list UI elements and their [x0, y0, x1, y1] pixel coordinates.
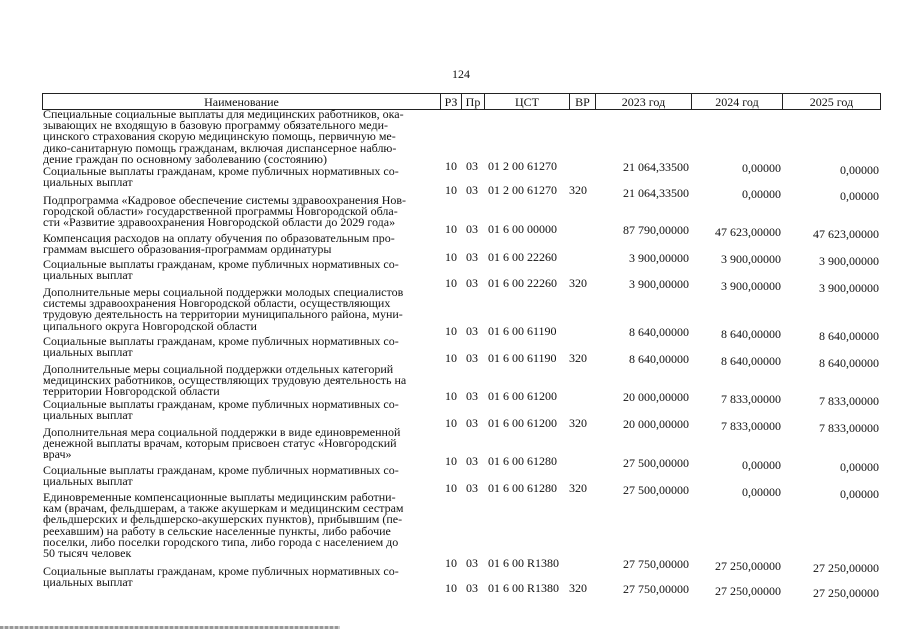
- row-2024: 3 900,00000: [721, 279, 781, 293]
- row-2025: 0,00000: [840, 487, 879, 501]
- row-vr: 320: [569, 351, 587, 365]
- row-2023: 8 640,00000: [629, 325, 689, 339]
- row-2024: 27 250,00000: [715, 584, 781, 598]
- header-cst: ЦСТ: [484, 93, 570, 110]
- header-2025: 2025 год: [782, 93, 881, 110]
- row-cst: 01 6 00 61280: [488, 481, 557, 495]
- row-2023: 8 640,00000: [629, 352, 689, 366]
- row-2023: 3 900,00000: [629, 251, 689, 265]
- row-rz: 10: [445, 159, 457, 173]
- row-2025: 0,00000: [840, 189, 879, 203]
- row-rz: 10: [445, 250, 457, 264]
- row-rz: 10: [445, 324, 457, 338]
- row-pr: 03: [466, 276, 478, 290]
- row-2023: 21 064,33500: [623, 186, 689, 200]
- row-cst: 01 6 00 61280: [488, 454, 557, 468]
- row-2023: 27 750,00000: [623, 582, 689, 596]
- row-cst: 01 6 00 00000: [488, 222, 557, 236]
- row-2023: 27 500,00000: [623, 483, 689, 497]
- row-cst: 01 6 00 R1380: [488, 581, 560, 595]
- row-rz: 10: [445, 183, 457, 197]
- row-pr: 03: [466, 581, 478, 595]
- row-rz: 10: [445, 556, 457, 570]
- row-2025: 27 250,00000: [813, 586, 879, 600]
- row-2025: 0,00000: [840, 163, 879, 177]
- row-name: Социальные выплаты гражданам, кроме публичных нормативных со- циальных выплат: [43, 164, 399, 190]
- row-2024: 8 640,00000: [721, 327, 781, 341]
- row-2024: 27 250,00000: [715, 559, 781, 573]
- row-2023: 20 000,00000: [623, 390, 689, 404]
- row-rz: 10: [445, 581, 457, 595]
- row-2024: 0,00000: [742, 458, 781, 472]
- row-name: Дополнительная мера социальной поддержки в виде единовременной денежной выплаты врачам, которым присвоен статус «Новгородский врач»: [43, 425, 401, 462]
- row-pr: 03: [466, 324, 478, 338]
- row-pr: 03: [466, 454, 478, 468]
- row-rz: 10: [445, 454, 457, 468]
- row-2024: 0,00000: [742, 187, 781, 201]
- header-pr: Пр: [461, 93, 485, 110]
- row-2024: 3 900,00000: [721, 252, 781, 266]
- row-2023: 87 790,00000: [623, 223, 689, 237]
- row-name: Специальные социальные выплаты для медицинских работников, ока- зывающих не входящую в базовую программу обязательного меди- цинского страхования скорую медицинскую помощь, первичную ме- дико-санитарную помощь гражданам, включая диспансерное наблю- дение граждан по основному заболеванию (состоянию): [43, 107, 404, 166]
- row-2023: 27 500,00000: [623, 456, 689, 470]
- row-name: Компенсация расходов на оплату обучения по образовательным про- граммам высшего образования-программам ординатуры: [43, 231, 395, 257]
- header-rz: РЗ: [440, 93, 462, 110]
- row-rz: 10: [445, 481, 457, 495]
- row-2023: 20 000,00000: [623, 417, 689, 431]
- row-pr: 03: [466, 481, 478, 495]
- row-pr: 03: [466, 556, 478, 570]
- row-name: Дополнительные меры социальной поддержки отдельных категорий медицинских работников, осуществляющих трудовую деятельность на территории Новгородской области: [43, 362, 407, 399]
- header-name: Наименование: [42, 93, 441, 110]
- row-pr: 03: [466, 416, 478, 430]
- row-rz: 10: [445, 416, 457, 430]
- row-2024: 7 833,00000: [721, 419, 781, 433]
- row-2023: 27 750,00000: [623, 557, 689, 571]
- header-vr: ВР: [569, 93, 596, 110]
- row-pr: 03: [466, 351, 478, 365]
- row-name: Социальные выплаты гражданам, кроме публичных нормативных со- циальных выплат: [43, 257, 399, 283]
- row-pr: 03: [466, 389, 478, 403]
- row-name: Социальные выплаты гражданам, кроме публичных нормативных со- циальных выплат: [43, 564, 399, 590]
- row-pr: 03: [466, 222, 478, 236]
- row-2025: 3 900,00000: [819, 254, 879, 268]
- row-rz: 10: [445, 276, 457, 290]
- row-cst: 01 6 00 22260: [488, 276, 557, 290]
- row-vr: 320: [569, 416, 587, 430]
- row-pr: 03: [466, 159, 478, 173]
- row-2025: 7 833,00000: [819, 421, 879, 435]
- row-vr: 320: [569, 481, 587, 495]
- header-2023: 2023 год: [595, 93, 692, 110]
- row-2024: 0,00000: [742, 161, 781, 175]
- row-2025: 47 623,00000: [813, 227, 879, 241]
- row-vr: 320: [569, 581, 587, 595]
- row-2025: 0,00000: [840, 460, 879, 474]
- row-cst: 01 6 00 61200: [488, 389, 557, 403]
- row-rz: 10: [445, 222, 457, 236]
- row-2025: 7 833,00000: [819, 394, 879, 408]
- row-cst: 01 2 00 61270: [488, 183, 557, 197]
- row-rz: 10: [445, 351, 457, 365]
- row-name: Подпрограмма «Кадровое обеспечение системы здравоохранения Нов- городской области» государственной программы Новгородской обла- сти «Развитие здравоохранения Новгородской области до 2029 года»: [43, 193, 407, 230]
- row-vr: 320: [569, 276, 587, 290]
- header-2024: 2024 год: [691, 93, 783, 110]
- row-2025: 3 900,00000: [819, 281, 879, 295]
- page-number: 124: [452, 67, 470, 81]
- row-cst: 01 6 00 61200: [488, 416, 557, 430]
- row-2023: 21 064,33500: [623, 160, 689, 174]
- row-2025: 8 640,00000: [819, 329, 879, 343]
- row-cst: 01 6 00 61190: [488, 351, 557, 365]
- row-name: Социальные выплаты гражданам, кроме публичных нормативных со- циальных выплат: [43, 397, 399, 423]
- row-name: Социальные выплаты гражданам, кроме публичных нормативных со- циальных выплат: [43, 334, 399, 360]
- row-cst: 01 6 00 R1380: [488, 556, 560, 570]
- row-2025: 8 640,00000: [819, 356, 879, 370]
- row-pr: 03: [466, 250, 478, 264]
- row-2024: 47 623,00000: [715, 225, 781, 239]
- row-2023: 3 900,00000: [629, 277, 689, 291]
- row-name: Единовременные компенсационные выплаты медицинским работни- кам (врачам, фельдшерам, а также акушеркам и медицинским сестрам фельдшерских и фельдшерско-акушерских пунктов), прибывшим (пе- реехавшим) на работу в сельские населенные пункты, либо рабочие поселки, либо поселки городского типа, либо города с населением до 50 тысяч человек: [43, 490, 404, 561]
- row-cst: 01 2 00 61270: [488, 159, 557, 173]
- row-name: Социальные выплаты гражданам, кроме публичных нормативных со- циальных выплат: [43, 463, 399, 489]
- row-vr: 320: [569, 183, 587, 197]
- row-2024: 8 640,00000: [721, 354, 781, 368]
- row-cst: 01 6 00 22260: [488, 250, 557, 264]
- row-name: Дополнительные меры социальной поддержки молодых специалистов системы здравоохранения Новгородской области, осуществляющих трудовую деятельность на территории муниципального района, муни- ципального округа Новгородской области: [43, 285, 404, 333]
- scan-edge-artifact: [0, 626, 340, 629]
- row-2024: 7 833,00000: [721, 392, 781, 406]
- row-2024: 0,00000: [742, 485, 781, 499]
- row-2025: 27 250,00000: [813, 561, 879, 575]
- row-rz: 10: [445, 389, 457, 403]
- row-pr: 03: [466, 183, 478, 197]
- row-cst: 01 6 00 61190: [488, 324, 557, 338]
